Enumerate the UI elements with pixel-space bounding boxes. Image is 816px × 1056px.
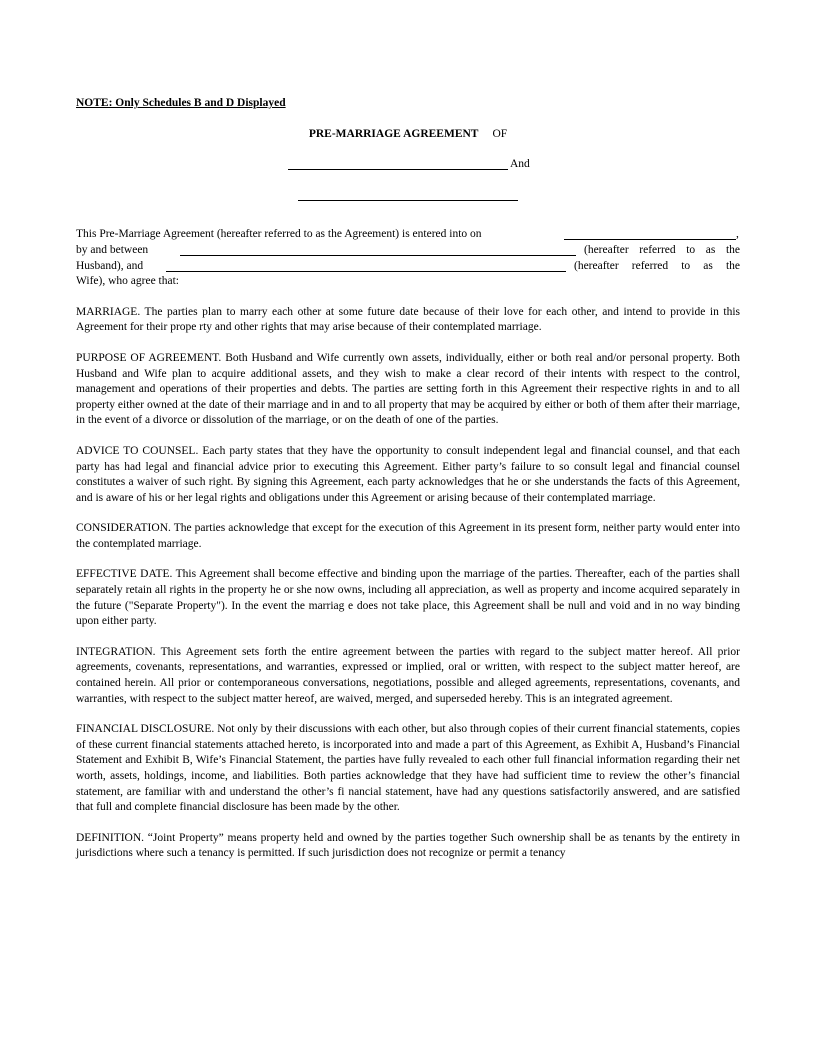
and-label: And [510,158,530,171]
intro-line-2-end: (hereafter referred to as the [584,243,740,256]
party-one-blank[interactable] [288,157,508,170]
husband-name-blank[interactable] [180,243,576,256]
intro-line-2 [76,243,740,259]
intro-line-3-start: Husband), and [76,259,144,272]
party-two-blank[interactable] [298,188,518,201]
intro-line-3-end: (hereafter referred to as the [574,259,740,272]
agreement-title-text: PRE-MARRIAGE AGREEMENT [308,127,479,140]
effective-date-paragraph: EFFECTIVE DATE. This Agreement shall become effective and binding upon the marriage of the parties. Thereafter, each of the parties shall separately retain all rights in the property he or she now owns, including all appreciation, as well as property and income acquired separately in the future ("Separate Property"). In the event the marriag e does not take place, this Agreement shall be null and void and in no way binding upon either party. [76,568,740,628]
schedule-note: NOTE: Only Schedules B and D Displayed [76,97,286,109]
agreement-title [76,127,740,143]
advice-paragraph: ADVICE TO COUNSEL. Each party states that they have the opportunity to consult independent legal and financial counsel, and that each party has had legal and financial advice prior to executing this Agreement. Either party’s failure to so consult legal and financial counsel constitutes a waiver of such right. By signing this Agreement, each party acknowledges that he or she understands the facts of this Agreement, and is aware of his or her legal rights and obligations under this Agreement or arising because of their contemplated marriage. [76,444,740,504]
integration-paragraph: INTEGRATION. This Agreement sets forth the entire agreement between the parties with regard to the subject matter hereof. All prior agreements, covenants, representations, and warranties, expressed or implied, oral or written, with respect to the subject matter hereof, are contained herein. All prior or contemporaneous conversations, negotiations, possible and alleged agreements, representations, covenants, and warranties, with respect to the subject matter hereof, are waived, merged, and superseded hereby. This is an integrated agreement. [76,645,740,705]
consideration-paragraph: CONSIDERATION. The parties acknowledge that except for the execution of this Agreement in its present form, neither party would enter into the contemplated marriage. [76,522,740,550]
intro-line-4 [76,274,740,290]
date-blank[interactable] [564,227,736,240]
intro-line-1 [76,227,740,243]
intro-line-3 [76,259,740,275]
intro-line-1-comma: , [736,228,739,241]
title-of: OF [492,127,508,140]
party-one-name-line [76,157,740,173]
document-page [76,96,740,877]
financial-disclosure-paragraph: FINANCIAL DISCLOSURE. Not only by their discussions with each other, but also through copies of their current financial statements, copies of these current financial statements attached hereto, is incorporated into and made a part of this Agreement, as Exhibit A, Husband’s Financial Statement and Exhibit B, Wife’s Financial Statement, the parties have fully revealed to each other full financial information regarding their net worth, assets, holdings, income, and liabilities. Both parties acknowledge that they have had sufficient time to review the other’s financial statement, are familiar with and understand the other’s fi nancial statement, have had any questions satisfactorily answered, and are satisfied that full and complete financial disclosure has been made by the other. [76,723,740,814]
wife-name-blank[interactable] [166,259,566,272]
purpose-paragraph: PURPOSE OF AGREEMENT. Both Husband and Wife currently own assets, individually, either or both real and/or personal property. Both Husband and Wife plan to acquire additional assets, and they wish to make a clear record of their intents with respect to the control, management and operations of their properties and debts. The parties are setting forth in this Agreement their respective rights in and to all property either owned at the date of their marriage and in and to all property that may be acquired by either or both of them after their marriage, in the event of a divorce or dissolution of the marriage, or on the death of one of the parties. [76,351,740,427]
intro-line-4-text: Wife), who agree that: [76,275,179,288]
intro-block [76,227,740,289]
party-two-name-line [76,188,740,204]
marriage-paragraph: MARRIAGE. The parties plan to marry each other at some future date because of their love for each other, and intend to provide in this Agreement for their prope rty and other rights that may arise because of their contemplated marriage. [76,305,740,334]
intro-line-2-start: by and between [76,243,149,256]
intro-line-1-text: This Pre-Marriage Agreement (hereafter referred to as the Agreement) is entered into on [76,228,482,241]
definition-paragraph: DEFINITION. “Joint Property” means property held and owned by the parties together Such ownership shall be as tenants by the entirety in jurisdictions where such a tenancy is permitted. If such jurisdiction does not recognize or permit a tenancy [76,831,740,860]
